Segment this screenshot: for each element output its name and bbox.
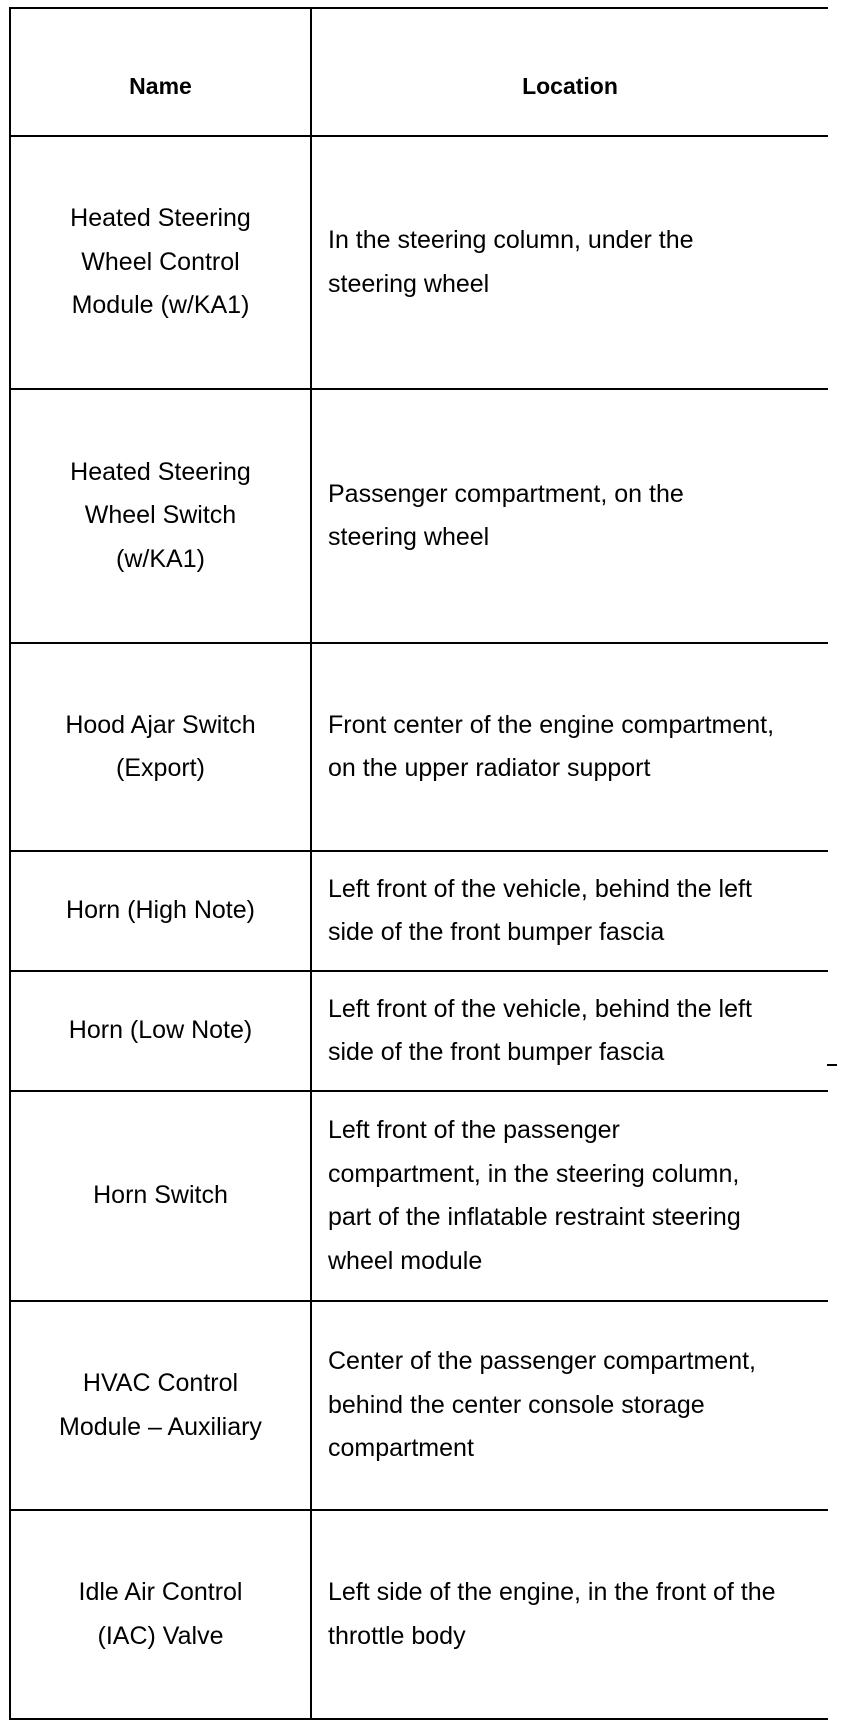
component-name-cell (10, 851, 311, 971)
component-name-cell (10, 971, 311, 1091)
component-location-cell (311, 1301, 828, 1510)
component-location-cell (311, 851, 828, 971)
component-location: Front center of the engine compartment, on the upper radiator support (328, 710, 775, 782)
table-row (10, 1301, 828, 1510)
table-row (10, 389, 828, 643)
component-location: In the steering column, under the steering wheel (328, 226, 694, 298)
table-row (10, 851, 828, 971)
component-location: Center of the passenger compartment, behind the center console storage compartment (328, 1347, 757, 1463)
component-location-cell (311, 389, 828, 643)
component-name: Heated Steering Wheel Switch (w/KA1) (70, 457, 251, 573)
component-name-cell (10, 389, 311, 643)
component-location: Left front of the vehicle, behind the left side of the front bumper fascia (328, 874, 752, 946)
component-name-cell (10, 643, 311, 851)
table-row (10, 1091, 828, 1301)
component-name-cell (10, 1510, 311, 1719)
component-name-cell (10, 1091, 311, 1301)
table-row (10, 643, 828, 851)
component-name: Heated Steering Wheel Control Module (w/KA1) (70, 204, 251, 320)
component-location-cell (311, 1510, 828, 1719)
table-row (10, 971, 828, 1091)
component-name: Hood Ajar Switch (Export) (65, 710, 256, 782)
component-location-cell (311, 643, 828, 851)
component-location-cell (311, 1091, 828, 1301)
component-location: Left front of the vehicle, behind the left side of the front bumper fascia (328, 994, 752, 1066)
component-name: Idle Air Control (IAC) Valve (78, 1578, 243, 1650)
component-location-cell (311, 136, 828, 389)
component-name: Horn Switch (93, 1181, 228, 1210)
component-location: Left front of the passenger compartment, in the steering column, part of the inflatable restraint steering wheel module (328, 1116, 741, 1275)
component-location-table (9, 7, 828, 1720)
component-name: Horn (High Note) (66, 896, 255, 925)
table-row (10, 1510, 828, 1719)
component-name-cell (10, 1301, 311, 1510)
component-name-cell (10, 136, 311, 389)
location-column-header: Location (311, 8, 828, 136)
component-location: Passenger compartment, on the steering wheel (328, 479, 684, 551)
table-border-stub (827, 1064, 837, 1066)
table-row (10, 136, 828, 389)
component-location-cell (311, 971, 828, 1091)
header-row (10, 8, 828, 136)
component-location: Left side of the engine, in the front of the throttle body (328, 1578, 776, 1650)
name-column-header: Name (10, 8, 311, 136)
component-name: HVAC Control Module – Auxiliary (59, 1369, 262, 1441)
component-name: Horn (Low Note) (68, 1016, 253, 1045)
